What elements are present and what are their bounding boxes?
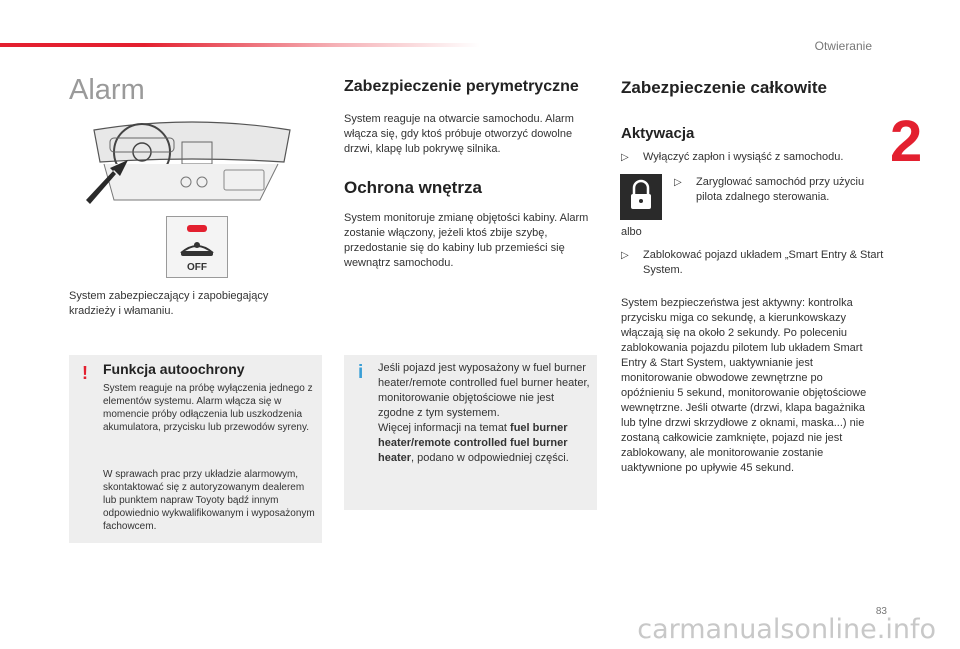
padlock-icon bbox=[620, 174, 662, 220]
step-2-text: Zaryglować samochód przy użyciu pilota zdalnego sterowania. bbox=[696, 176, 865, 203]
chapter-number: 2 bbox=[890, 109, 923, 174]
interior-title: Ochrona wnętrza bbox=[344, 178, 482, 197]
triangle-right-icon: ▷ bbox=[674, 177, 682, 188]
perimeter-text: System reaguje na otwarcie samochodu. Alarm włącza się, gdy ktoś próbuje otworzyć dowolne drzwi, klapę lub pokrywę silnika. bbox=[344, 113, 574, 155]
page-number: 83 bbox=[875, 606, 887, 617]
activation-title: Aktywacja bbox=[621, 125, 695, 142]
watermark: carmanualsonline.info bbox=[637, 614, 936, 645]
step-1-text: Wyłączyć zapłon i wysiąść z samochodu. bbox=[643, 151, 844, 163]
step-3-text: Zablokować pojazd układem „Smart Entry & Start System. bbox=[643, 249, 884, 276]
warning-title: Funkcja autoochrony bbox=[103, 361, 245, 377]
triangle-right-icon: ▷ bbox=[621, 152, 629, 163]
alarm-caption: System zabezpieczający i zapobiegający kradzieży i włamaniu. bbox=[69, 290, 269, 317]
warning-paragraph-1: System reaguje na próbę wyłączenia jednego z elementów systemu. Alarm włącza się w momencie próby odłączenia lub uszkodzenia akumulatora, przycisku lub przewodów syreny. bbox=[103, 383, 313, 433]
info-text-bold: fuel burner heater/remote controlled fuel burner heater bbox=[378, 422, 568, 464]
perimeter-title: Zabezpieczenie perymetryczne bbox=[344, 78, 579, 95]
info-text-main: Jeśli pojazd jest wyposażony w fuel burner heater/remote controlled fuel burner heater, monitorowanie objętościowe nie jest zgodne z tym systemem. bbox=[378, 362, 590, 419]
alarm-button-illustration bbox=[166, 216, 228, 278]
dashboard-illustration bbox=[84, 112, 300, 208]
alarm-off-button-icon bbox=[167, 217, 227, 277]
info-box bbox=[344, 355, 597, 510]
triangle-right-icon: ▷ bbox=[621, 250, 629, 261]
step-2 bbox=[674, 175, 876, 205]
warning-paragraph-2: W sprawach prac przy układzie alarmowym, skontaktować się z autoryzowanym dealerem lub punktem napraw Toyoty bądź innym odpowiednio wykwalifikowanym i wyposażonym fachowcem. bbox=[103, 469, 315, 532]
header-accent-bar bbox=[0, 43, 480, 47]
exclamation-icon: ! bbox=[82, 363, 88, 383]
total-security-body: System bezpieczeństwa jest aktywny: kontrolka przycisku miga co sekundę, a kierunkowskazy włączają się na około 2 sekundy. Po poleceniu zablokowania pojazdu pilotem lub układem Smart Entry & Start System, uaktywnianie jest monitorowanie obwodowe zewnętrzne po opóźnieniu 5 sekund, monitorowanie objętościowe wewnętrzne. Jeśli otwarte (drzwi, klapa bagażnika lub tylne drzwi skrzydłowe z oknami, maska...) nie zostaną całkowicie zamknięte, pojazd nie jest zablokowany, ale monitorowanie zostanie uaktywnione po upływie 45 sekund. bbox=[621, 297, 867, 474]
warning-box bbox=[69, 355, 322, 543]
or-label: albo bbox=[621, 226, 642, 238]
info-text bbox=[378, 361, 590, 466]
info-icon: i bbox=[358, 362, 364, 383]
step-1 bbox=[621, 150, 893, 165]
section-title: Otwieranie bbox=[814, 39, 872, 53]
info-text-more: Więcej informacji na temat bbox=[378, 422, 511, 434]
interior-text: System monitoruje zmianę objętości kabiny. Alarm zostanie włączony, jeżeli ktoś zbije szybę, przedostanie się do kabiny lub przemieści się wewnątrz samochodu. bbox=[344, 212, 589, 269]
page-title: Alarm bbox=[69, 74, 145, 106]
info-text-after: , podano w odpowiedniej części. bbox=[411, 452, 569, 464]
total-security-title: Zabezpieczenie całkowite bbox=[621, 78, 827, 97]
off-label: OFF bbox=[187, 262, 207, 273]
step-3 bbox=[621, 248, 893, 278]
